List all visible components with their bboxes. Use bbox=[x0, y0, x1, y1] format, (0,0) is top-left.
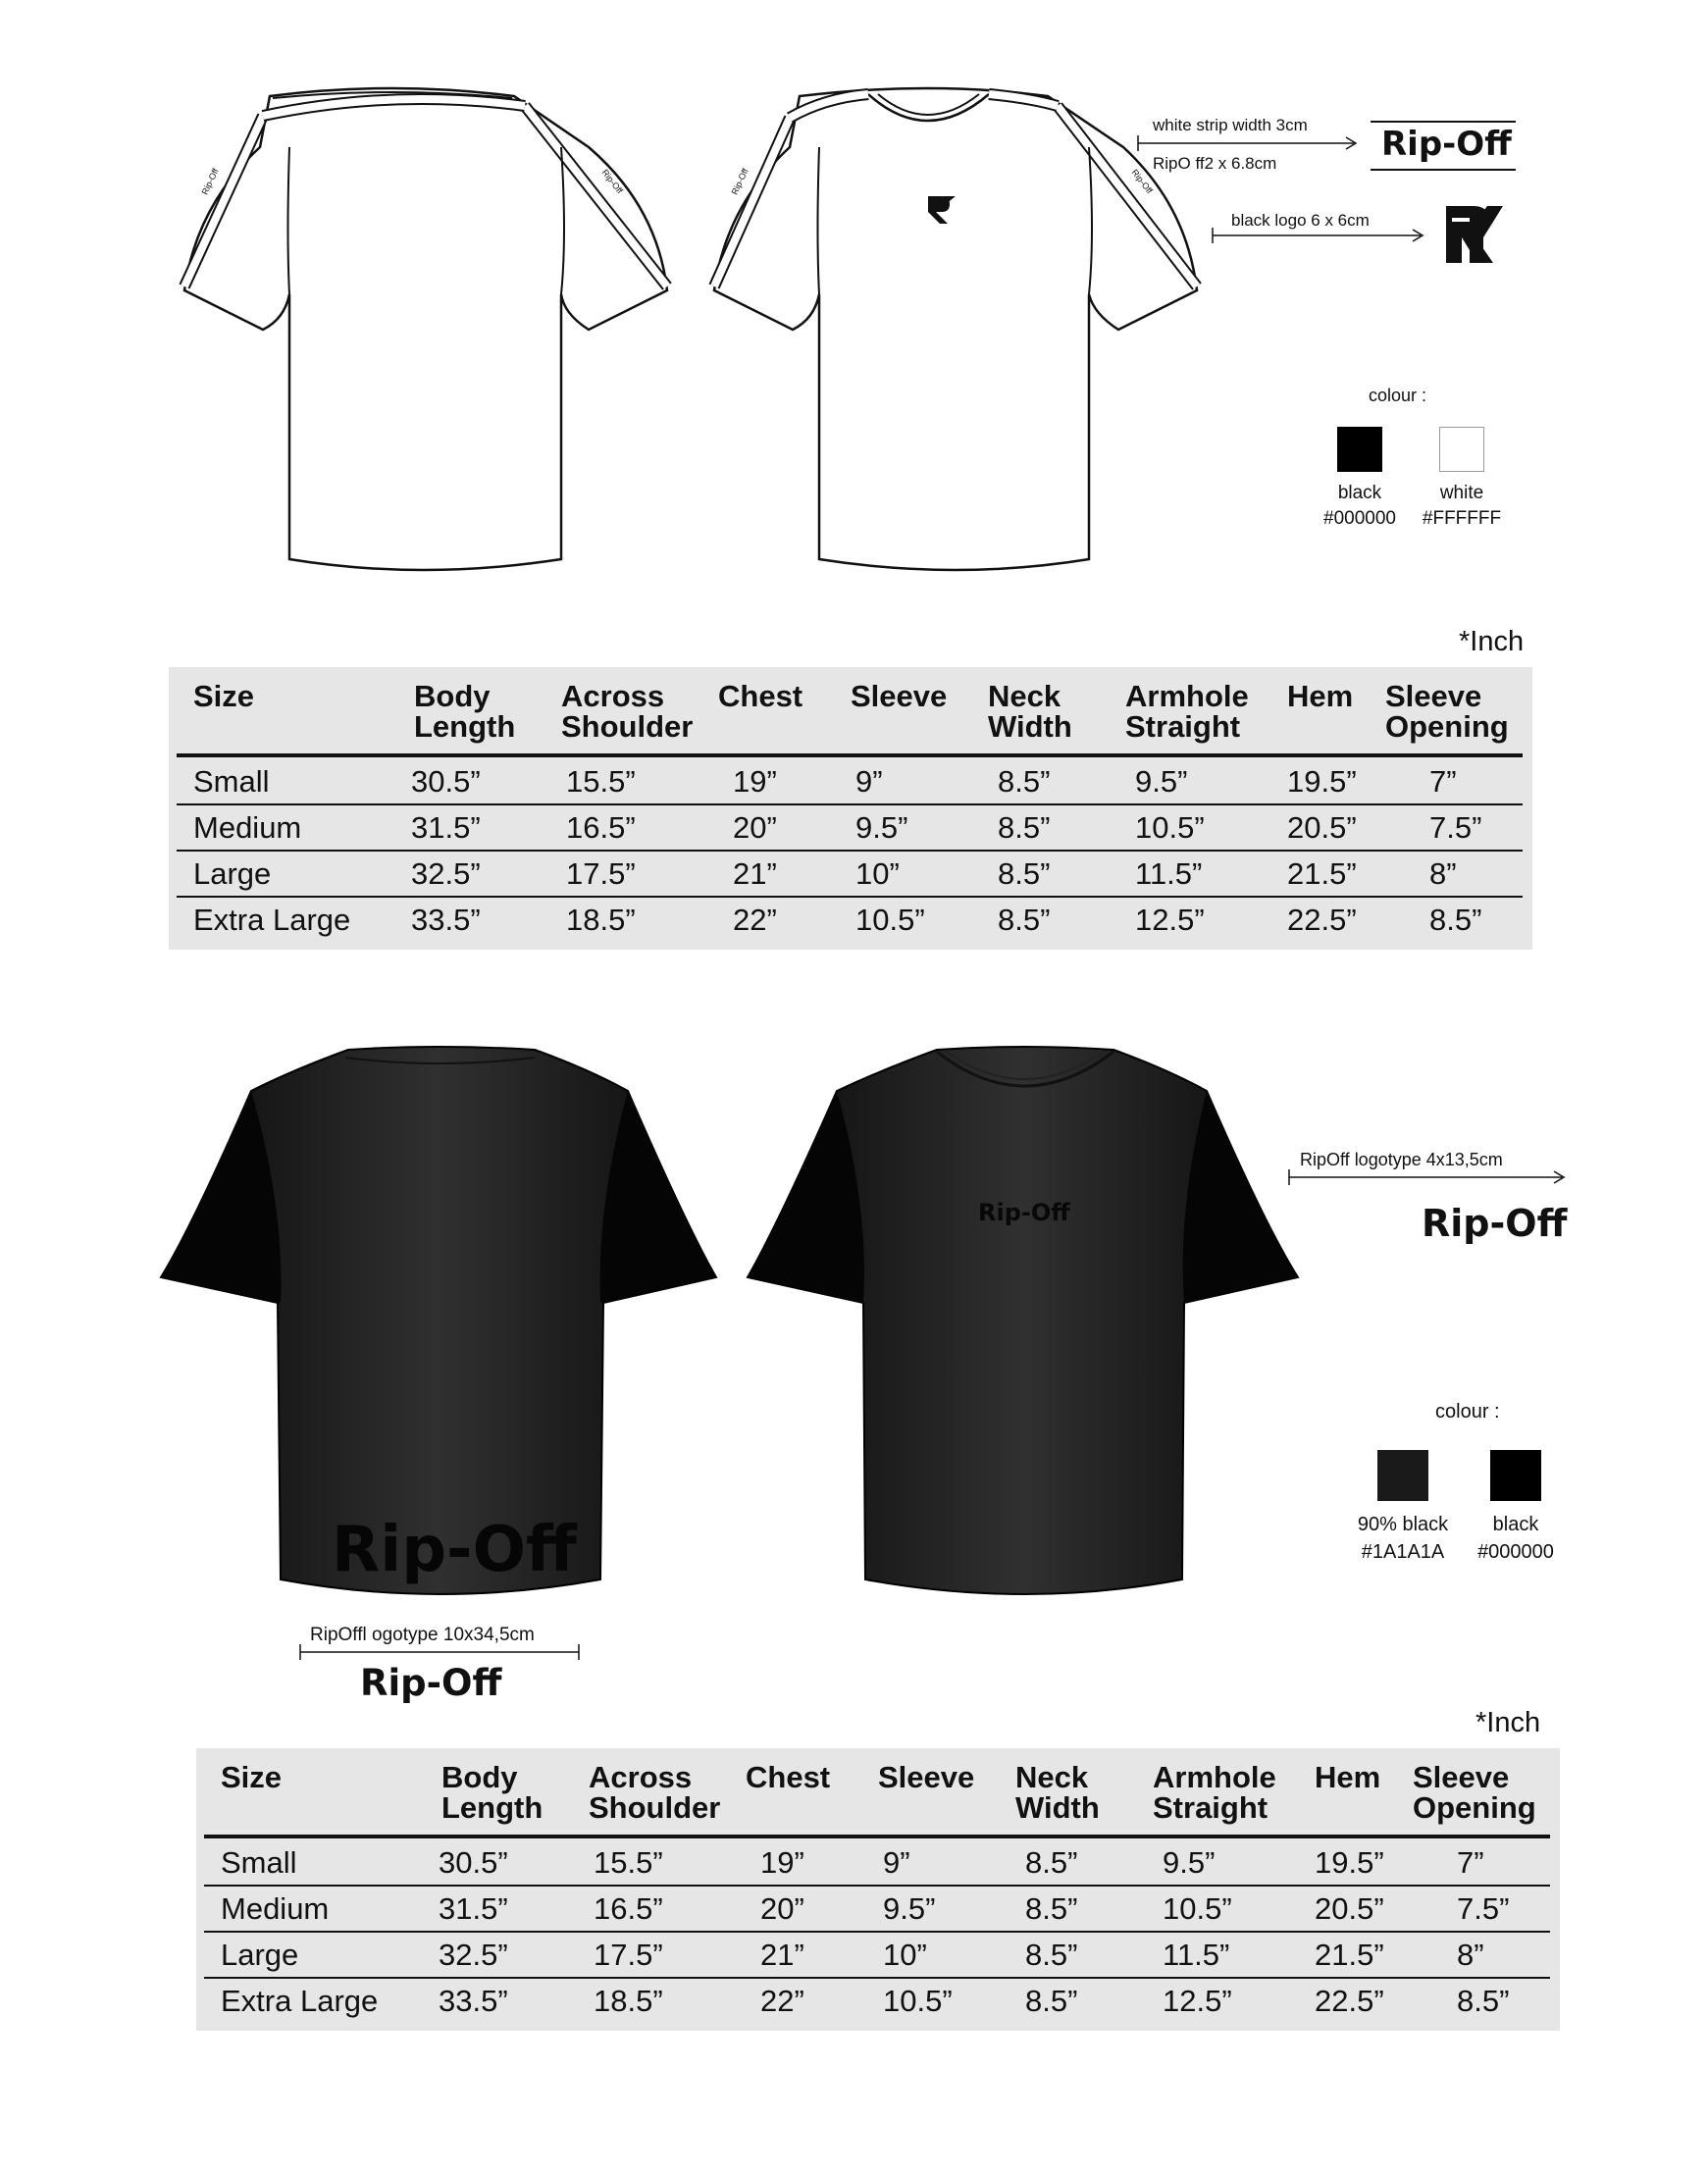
size-name-cell: Large bbox=[193, 856, 272, 891]
measurement-cell: 19” bbox=[760, 1845, 804, 1880]
front-print-text: Rip-Off bbox=[978, 1199, 1070, 1226]
header-rule bbox=[177, 753, 1523, 757]
column-header: Across Shoulder bbox=[561, 679, 694, 744]
measurement-cell: 9.5” bbox=[883, 1891, 936, 1926]
size-chart-table bbox=[196, 1748, 1560, 2031]
back-logotype-label: RipOffl ogotype 10x34,5cm bbox=[310, 1625, 535, 1645]
measurement-cell: 8” bbox=[1429, 856, 1457, 891]
table-row bbox=[169, 852, 1532, 897]
size-chart-table bbox=[169, 667, 1532, 950]
measurement-cell: 7” bbox=[1457, 1845, 1484, 1880]
column-header: Armhole Straight bbox=[1125, 679, 1249, 744]
measurement-cell: 9” bbox=[855, 764, 883, 799]
column-header: Sleeve bbox=[851, 679, 948, 713]
table-row bbox=[196, 1840, 1560, 1886]
measurement-cell: 7.5” bbox=[1429, 810, 1482, 845]
measurement-cell: 12.5” bbox=[1163, 1984, 1232, 2018]
measurement-cell: 10.5” bbox=[883, 1984, 953, 2018]
column-header: Chest bbox=[746, 1760, 831, 1794]
measurement-cell: 10.5” bbox=[1163, 1891, 1232, 1926]
sleeve-tape-text: Rip-Off bbox=[599, 167, 625, 196]
swatch-90-black-caption: 90% black #1A1A1A bbox=[1357, 1514, 1449, 1563]
header-rule bbox=[204, 1835, 1550, 1838]
swatch-black-caption: black #000000 bbox=[1323, 483, 1396, 529]
size-name-cell: Small bbox=[193, 764, 270, 799]
measurement-cell: 16.5” bbox=[566, 810, 636, 845]
measurement-cell: 10.5” bbox=[1135, 810, 1205, 845]
colour-label: colour : bbox=[1369, 386, 1427, 405]
unit-note: *Inch bbox=[1475, 1707, 1541, 1738]
strip-brand-mark: Rip-Off bbox=[1381, 125, 1512, 164]
measurement-cell: 8.5” bbox=[998, 856, 1051, 891]
swatch-black-caption: black #000000 bbox=[1477, 1514, 1554, 1563]
table-row bbox=[169, 805, 1532, 851]
size-name-cell: Medium bbox=[193, 810, 302, 845]
black-logo-label: black logo 6 x 6cm bbox=[1231, 211, 1370, 230]
measurement-cell: 19” bbox=[733, 764, 777, 799]
measurement-cell: 8.5” bbox=[998, 810, 1051, 845]
unit-note: *Inch bbox=[1459, 626, 1525, 657]
sleeve-tape-text: Rip-Off bbox=[729, 167, 750, 196]
column-header: Body Length bbox=[414, 679, 516, 744]
column-header: Hem bbox=[1315, 1760, 1381, 1794]
measurement-cell: 8” bbox=[1457, 1938, 1484, 1972]
measurement-cell: 10” bbox=[883, 1938, 927, 1972]
measurement-cell: 31.5” bbox=[439, 1891, 508, 1926]
measurement-cell: 30.5” bbox=[439, 1845, 508, 1880]
measurement-cell: 32.5” bbox=[439, 1938, 508, 1972]
rr-logo-icon bbox=[1444, 204, 1505, 265]
column-header: Armhole Straight bbox=[1153, 1760, 1276, 1825]
measurement-cell: 22.5” bbox=[1315, 1984, 1384, 2018]
measurement-cell: 20” bbox=[733, 810, 777, 845]
measurement-cell: 31.5” bbox=[411, 810, 481, 845]
size-name-cell: Extra Large bbox=[221, 1984, 379, 2018]
measurement-cell: 9” bbox=[883, 1845, 910, 1880]
sleeve-tape-text: Rip-Off bbox=[199, 167, 221, 196]
table-row bbox=[196, 1979, 1560, 2024]
table-row bbox=[169, 898, 1532, 943]
column-header: Hem bbox=[1287, 679, 1354, 713]
measurement-cell: 19.5” bbox=[1315, 1845, 1384, 1880]
measurement-cell: 17.5” bbox=[566, 856, 636, 891]
swatch-black bbox=[1337, 427, 1382, 472]
table-row bbox=[169, 759, 1532, 804]
column-header: Chest bbox=[718, 679, 803, 713]
swatch-90-black bbox=[1377, 1450, 1428, 1501]
column-header: Neck Width bbox=[988, 679, 1072, 744]
measurement-cell: 9.5” bbox=[1135, 764, 1188, 799]
colour-label: colour : bbox=[1435, 1401, 1500, 1423]
measurement-cell: 22” bbox=[760, 1984, 804, 2018]
measurement-cell: 16.5” bbox=[594, 1891, 663, 1926]
measurement-cell: 8.5” bbox=[1457, 1984, 1510, 2018]
measurement-cell: 8.5” bbox=[998, 764, 1051, 799]
column-header: Neck Width bbox=[1015, 1760, 1100, 1825]
swatch-black bbox=[1490, 1450, 1541, 1501]
swatch-white bbox=[1439, 427, 1484, 472]
measurement-cell: 21.5” bbox=[1315, 1938, 1384, 1972]
back-logotype-brand: Rip-Off bbox=[360, 1662, 502, 1704]
table-row bbox=[196, 1887, 1560, 1932]
sleeve-tape-text: Rip-Off bbox=[1129, 167, 1155, 196]
size-name-cell: Large bbox=[221, 1938, 299, 1972]
strip-sub-label: RipO ff2 x 6.8cm bbox=[1153, 154, 1277, 173]
strip-width-label: white strip width 3cm bbox=[1153, 116, 1308, 134]
measurement-cell: 18.5” bbox=[566, 903, 636, 937]
column-header: Size bbox=[221, 1760, 283, 1794]
table-row bbox=[196, 1933, 1560, 1978]
measurement-cell: 8.5” bbox=[998, 903, 1051, 937]
measurement-cell: 18.5” bbox=[594, 1984, 663, 2018]
measurement-cell: 10” bbox=[855, 856, 900, 891]
measurement-cell: 8.5” bbox=[1025, 1938, 1078, 1972]
measurement-cell: 9.5” bbox=[1163, 1845, 1216, 1880]
measurement-cell: 12.5” bbox=[1135, 903, 1205, 937]
logotype-label: RipOff logotype 4x13,5cm bbox=[1300, 1150, 1503, 1169]
column-header: Across Shoulder bbox=[589, 1760, 721, 1825]
measurement-cell: 22.5” bbox=[1287, 903, 1357, 937]
measurement-cell: 20.5” bbox=[1287, 810, 1357, 845]
measurement-cell: 15.5” bbox=[566, 764, 636, 799]
measurement-cell: 11.5” bbox=[1135, 856, 1203, 891]
measurement-cell: 22” bbox=[733, 903, 777, 937]
measurement-cell: 20.5” bbox=[1315, 1891, 1384, 1926]
measurement-cell: 21.5” bbox=[1287, 856, 1357, 891]
measurement-cell: 21” bbox=[760, 1938, 804, 1972]
measurement-cell: 8.5” bbox=[1025, 1984, 1078, 2018]
measurement-cell: 8.5” bbox=[1429, 903, 1482, 937]
measurement-cell: 33.5” bbox=[439, 1984, 508, 2018]
measurement-cell: 11.5” bbox=[1163, 1938, 1230, 1972]
measurement-cell: 21” bbox=[733, 856, 777, 891]
measurement-cell: 10.5” bbox=[855, 903, 925, 937]
size-name-cell: Small bbox=[221, 1845, 297, 1880]
measurement-cell: 33.5” bbox=[411, 903, 481, 937]
column-header: Sleeve Opening bbox=[1385, 679, 1509, 744]
size-name-cell: Medium bbox=[221, 1891, 330, 1926]
measurement-cell: 32.5” bbox=[411, 856, 481, 891]
measurement-cell: 19.5” bbox=[1287, 764, 1357, 799]
measurement-cell: 30.5” bbox=[411, 764, 481, 799]
size-name-cell: Extra Large bbox=[193, 903, 351, 937]
swatch-white-caption: white #FFFFFF bbox=[1422, 483, 1502, 529]
column-header: Sleeve Opening bbox=[1413, 1760, 1536, 1825]
measurement-cell: 7.5” bbox=[1457, 1891, 1510, 1926]
column-header: Body Length bbox=[441, 1760, 543, 1825]
measurement-cell: 15.5” bbox=[594, 1845, 663, 1880]
measurement-cell: 7” bbox=[1429, 764, 1457, 799]
measurement-cell: 8.5” bbox=[1025, 1891, 1078, 1926]
measurement-cell: 17.5” bbox=[594, 1938, 663, 1972]
back-print-text: Rip-Off bbox=[332, 1514, 577, 1586]
column-header: Sleeve bbox=[878, 1760, 975, 1794]
logotype-brand: Rip-Off bbox=[1422, 1202, 1568, 1245]
measurement-cell: 9.5” bbox=[855, 810, 908, 845]
measurement-cell: 8.5” bbox=[1025, 1845, 1078, 1880]
column-header: Size bbox=[193, 679, 255, 713]
measurement-cell: 20” bbox=[760, 1891, 804, 1926]
